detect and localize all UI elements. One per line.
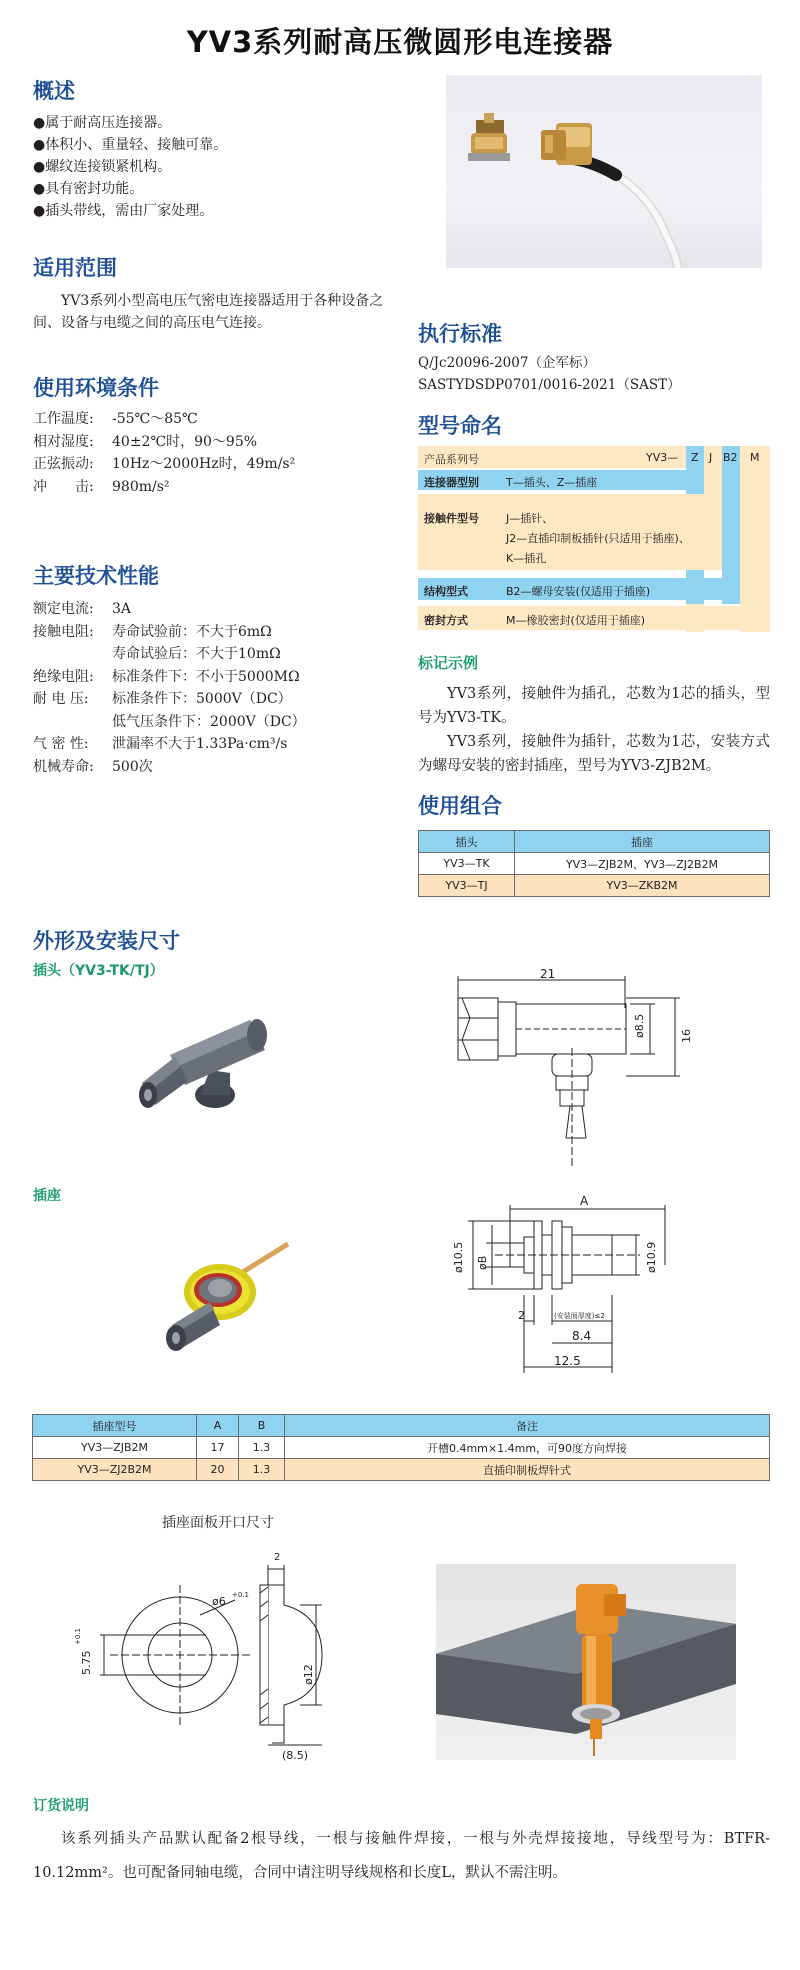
table-row: YV3—ZJB2M 17 1.3 开槽0.4mm×1.4mm，可90度方向焊接	[33, 1437, 770, 1459]
socket-label: 插座	[33, 1188, 61, 1204]
naming-row-desc: M—橡胶密封(仅适用于插座)	[506, 614, 646, 627]
table-header: A	[197, 1415, 239, 1437]
standards-heading: 执行标准	[418, 322, 502, 346]
dim-length: 21	[540, 968, 556, 981]
table-row: YV3—TJ YV3—ZKB2M	[419, 875, 770, 897]
naming-row-label: 结构型式	[424, 585, 468, 598]
dim-note: (安装面厚度)≤2	[554, 1312, 605, 1320]
naming-row-desc: K—插孔	[506, 552, 547, 565]
spec-row: 额定电流: 3A	[33, 601, 132, 617]
list-item: ●具有密封功能。	[33, 181, 144, 197]
spec-row: 相对湿度: 40±2℃时，90～95%	[33, 433, 258, 450]
combo-table	[418, 830, 770, 897]
table-header: 插头	[419, 831, 515, 853]
product-photo	[446, 75, 762, 268]
naming-heading: 型号命名	[418, 414, 502, 438]
combo-heading: 使用组合	[418, 794, 502, 818]
list-item: ●螺纹连接锁紧机构。	[33, 159, 172, 175]
dim-d1: ø10.5	[452, 1241, 465, 1273]
dim-l2: 12.5	[554, 1354, 581, 1368]
code-b2: B2	[723, 451, 738, 464]
spec-row: 气 密 性: 泄漏率不大于1.33Pa·cm³/s	[33, 736, 288, 752]
socket-drawing	[440, 1195, 700, 1380]
socket-table	[32, 1414, 770, 1481]
example-heading: 标记示例	[418, 654, 479, 672]
table-header: 插座型号	[33, 1415, 197, 1437]
tech-specs	[33, 598, 306, 778]
standard-line: SASTYDSDP0701/0016-2021（SAST）	[418, 377, 681, 393]
environment-specs	[33, 408, 295, 498]
spec-row: 低气压条件下：2000V（DC）	[112, 713, 306, 730]
table-header: B	[239, 1415, 285, 1437]
scope-heading: 适用范围	[33, 256, 117, 280]
naming-row-label: 密封方式	[424, 614, 468, 627]
naming-row-label: 连接器型别	[424, 476, 479, 489]
panel-label: 插座面板开口尺寸	[162, 1515, 274, 1531]
ordering-text: 该系列插头产品默认配备2根导线，一根与接触件焊接，一根与外壳焊接接地，导线型号为：BTFR-10.12mm²。也可配备同轴电缆，合同中请注明导线规格和长度L，默认不需注明。	[33, 1831, 770, 1881]
mounting-photo	[436, 1564, 736, 1760]
spec-row: 耐 电 压: 标准条件下：5000V（DC）	[33, 691, 292, 707]
spec-row: 冲 击: 980m/s²	[33, 478, 170, 495]
dim-height: 16	[680, 1029, 693, 1043]
spec-row: 工作温度: -55℃～85℃	[33, 411, 198, 427]
socket-render	[140, 1230, 300, 1370]
plug-label: 插头（YV3-TK/TJ）	[33, 963, 164, 979]
dimensions-heading: 外形及安装尺寸	[33, 929, 180, 953]
naming-diagram	[418, 446, 770, 632]
code-j: J	[709, 451, 713, 464]
code-m: M	[750, 451, 760, 464]
dim-d2: ø10.9	[645, 1241, 658, 1273]
dim-hole: ø6	[212, 1595, 226, 1608]
dim-len: (8.5)	[282, 1749, 309, 1762]
plug-drawing	[440, 968, 700, 1168]
plug-render	[130, 995, 290, 1125]
naming-row-desc: B2—螺母安装(仅适用于插座)	[506, 585, 651, 598]
spec-row: 绝缘电阻: 标准条件下：不小于5000MΩ	[33, 668, 300, 685]
table-header: 备注	[285, 1415, 770, 1437]
standard-line: Q/Jc20096-2007（企军标）	[418, 355, 596, 371]
code-z: Z	[691, 451, 699, 464]
dim-n2: 2	[518, 1309, 525, 1322]
tech-heading: 主要技术性能	[33, 564, 159, 588]
scope-text: YV3系列小型高电压气密电连接器适用于各种设备之间、设备与电缆之间的高压电气连接。	[33, 293, 384, 331]
naming-row-label: 接触件型号	[424, 512, 479, 525]
naming-row-desc: T—插头、Z—插座	[506, 476, 598, 489]
overview-heading: 概述	[33, 79, 75, 103]
spec-row: 寿命试验后：不大于10mΩ	[112, 646, 281, 662]
list-item: ●体积小、重量轻、接触可靠。	[33, 137, 228, 153]
ordering-heading: 订货说明	[33, 1798, 89, 1814]
table-row: YV3—ZJ2B2M 20 1.3 直插印制板焊针式	[33, 1459, 770, 1481]
dim-diameter: ø8.5	[633, 1013, 646, 1038]
dim-flat-tol: +0.1	[74, 1628, 82, 1645]
dim-l1: 8.4	[572, 1329, 592, 1343]
example-paragraph: YV3系列，接触件为插针，芯数为1芯，安装方式为螺母安装的密封插座，型号为YV3-ZJB2M。	[418, 734, 770, 774]
spec-row: 接触电阻: 寿命试验前：不大于6mΩ	[33, 623, 272, 640]
dim-dia: ø12	[302, 1664, 315, 1685]
spec-row: 机械寿命: 500次	[33, 758, 153, 775]
dim-hole-tol: +0.1	[232, 1591, 249, 1599]
page-title: YV3系列耐高压微圆形电连接器	[186, 25, 614, 59]
series-code: YV3—	[646, 451, 679, 464]
table-row: YV3—TK YV3—ZJB2M、YV3—ZJ2B2M	[419, 853, 770, 875]
example-paragraph: YV3系列，接触件为插孔，芯数为1芯的插头，型号为YV3-TK。	[418, 686, 770, 726]
spec-row: 正弦振动: 10Hz～2000Hz时，49m/s²	[33, 456, 296, 472]
dim-depth: 2	[274, 1552, 281, 1563]
overview-list	[33, 112, 227, 222]
dim-a: A	[580, 1195, 589, 1208]
dim-flat: 5.75	[80, 1650, 93, 1675]
table-header: 插座	[515, 831, 770, 853]
panel-drawing	[60, 1545, 350, 1765]
list-item: ●属于耐高压连接器。	[33, 115, 172, 131]
naming-row-desc: J—插针、	[506, 512, 554, 525]
environment-heading: 使用环境条件	[33, 376, 159, 400]
series-label: 产品系列号	[424, 453, 479, 466]
list-item: ●插头带线，需由厂家处理。	[33, 203, 214, 219]
standards-list	[418, 352, 681, 396]
dim-b: øB	[476, 1255, 489, 1270]
naming-row-desc: J2—直插印制板插针(只适用于插座)、	[506, 532, 690, 545]
